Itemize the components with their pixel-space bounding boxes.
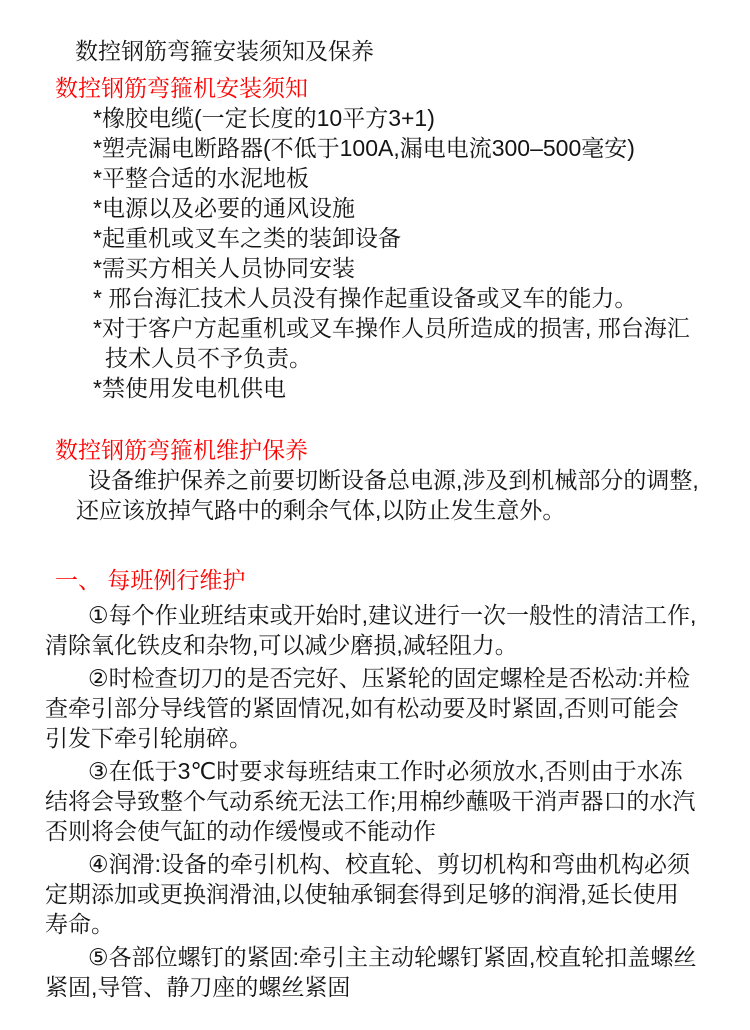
install-item: *电源以及必要的通风设施 <box>93 195 355 221</box>
routine-maintenance-list <box>45 600 722 1002</box>
install-item: *橡胶电缆(一定长度的10平方3+1) <box>93 105 435 131</box>
routine-line: 清除氧化铁皮和杂物,可以减少磨损,减轻阻力。 <box>45 632 518 658</box>
maintenance-intro-paragraph <box>76 465 722 525</box>
routine-paragraph-4 <box>45 849 722 939</box>
install-item: *平整合适的水泥地板 <box>93 165 309 191</box>
routine-section-heading: 一、 每班例行维护 <box>55 567 246 593</box>
routine-line: ⑤各部位螺钉的紧固:牵引主主动轮螺钉紧固,校直轮扣盖螺丝 <box>88 944 697 970</box>
routine-paragraph-3 <box>45 756 722 846</box>
routine-line: ④润滑:设备的牵引机构、校直轮、剪切机构和弯曲机构必须 <box>88 851 691 877</box>
install-item: * 邢台海汇技术人员没有操作起重设备或叉车的能力。 <box>93 285 638 311</box>
routine-line: 寿命。 <box>45 911 114 937</box>
routine-line: 引发下牵引轮崩碎。 <box>45 725 252 751</box>
install-item-continuation: 技术人员不予负责。 <box>105 345 312 371</box>
routine-line: 否则将会使气缸的动作缓慢或不能动作 <box>45 818 436 844</box>
routine-line: 定期添加或更换润滑油,以使轴承铜套得到足够的润滑,延长使用 <box>45 881 679 907</box>
doc-title: 数控钢筋弯箍安装须知及保养 <box>75 38 374 64</box>
install-section-heading: 数控钢筋弯箍机安装须知 <box>55 75 308 101</box>
routine-paragraph-1 <box>45 600 722 660</box>
routine-paragraph-5 <box>45 942 722 1002</box>
routine-line: 紧固,导管、静刀座的螺丝紧固 <box>45 974 351 1000</box>
routine-line: ②时检查切刀的是否完好、压紧轮的固定螺栓是否松动:并检 <box>88 665 691 691</box>
routine-paragraph-2 <box>45 663 722 753</box>
routine-line: ③在低于3℃时要求每班结束工作时必须放水,否则由于水冻 <box>88 758 683 784</box>
maintenance-line: 设备维护保养之前要切断设备总电源,涉及到机械部分的调整, <box>88 467 699 493</box>
install-item: *塑壳漏电断路器(不低于100A,漏电电流300–500毫安) <box>93 135 635 161</box>
routine-line: 结将会导致整个气动系统无法工作;用棉纱蘸吸干消声器口的水汽 <box>45 788 696 814</box>
maintenance-line: 还应该放掉气路中的剩余气体,以防止发生意外。 <box>76 497 566 523</box>
install-item: *对于客户方起重机或叉车操作人员所造成的损害, 邢台海汇 <box>93 315 690 341</box>
install-item: *起重机或叉车之类的装卸设备 <box>93 225 401 251</box>
install-item: *禁使用发电机供电 <box>93 375 286 401</box>
routine-line: 查牵引部分导线管的紧固情况,如有松动要及时紧固,否则可能会 <box>45 695 679 721</box>
install-item: *需买方相关人员协同安装 <box>93 255 355 281</box>
maintenance-section-heading: 数控钢筋弯箍机维护保养 <box>55 437 308 463</box>
install-requirements-list <box>93 103 722 403</box>
routine-line: ①每个作业班结束或开始时,建议进行一次一般性的清洁工作, <box>88 602 697 628</box>
